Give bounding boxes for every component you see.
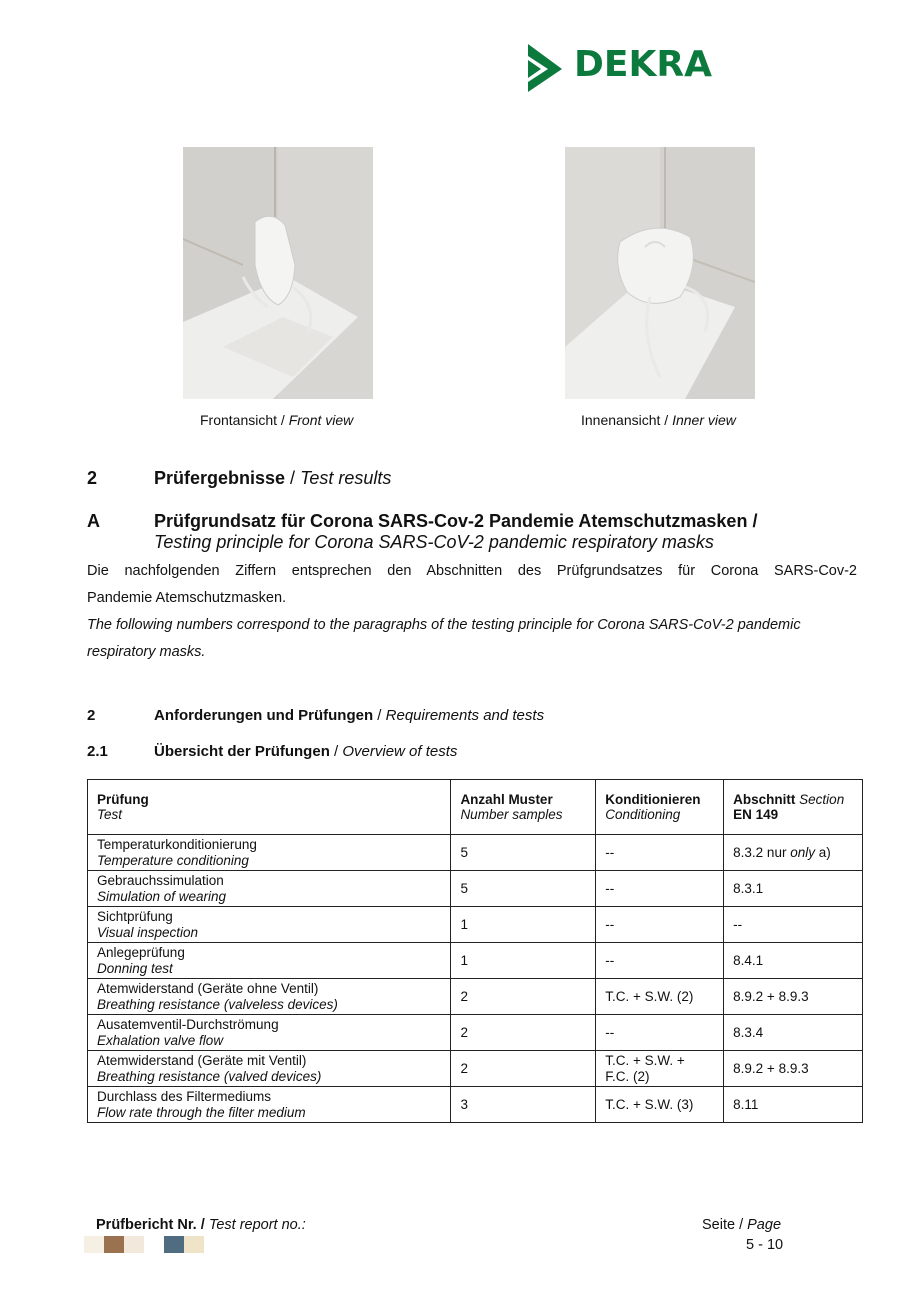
intro-paragraph-de-line1: Die nachfolgenden Ziffern entsprechen den Abschnitten des Prüfgrundsatzes für Corona SARS-Cov-2 <box>87 563 857 579</box>
header-conditioning: Konditionieren Conditioning <box>596 780 724 835</box>
intro-paragraph-de-line2: Pandemie Atemschutzmasken. <box>87 590 287 606</box>
table-row: Anlegeprüfung Donning test 1 -- 8.4.1 <box>88 943 863 979</box>
dekra-wordmark: DEKRA <box>574 44 712 85</box>
report-number-label: Prüfbericht Nr. / Test report no.: <box>96 1217 306 1233</box>
subsection-2-title: Anforderungen und Prüfungen / Requirements and tests <box>154 707 545 724</box>
table-header-row <box>88 780 863 835</box>
section-a-number: A <box>87 511 100 531</box>
table-row: Atemwiderstand (Geräte mit Ventil) Breathing resistance (valved devices) 2 T.C. + S.W. + F.C. (2) 8.9.2 + 8.9.3 <box>88 1051 863 1087</box>
page-label: Seite / Page <box>702 1217 782 1233</box>
swatch <box>164 1236 184 1253</box>
subsection-2-number: 2 <box>87 707 96 724</box>
header-samples: Anzahl Muster Number samples <box>451 780 596 835</box>
section-a-title-en: Testing principle for Corona SARS-CoV-2 pandemic respiratory masks <box>154 532 714 552</box>
inner-view-photo <box>565 147 755 399</box>
intro-paragraph-en-line1: The following numbers correspond to the paragraphs of the testing principle for Corona SARS-CoV-2 pandemic <box>87 617 801 633</box>
table-row: Sichtprüfung Visual inspection 1 -- -- <box>88 907 863 943</box>
subsection-2-1-title: Übersicht der Prüfungen / Overview of tests <box>154 743 458 760</box>
section-title: Prüfergebnisse / Test results <box>154 468 392 488</box>
header-test: Prüfung Test <box>88 780 451 835</box>
swatch <box>124 1236 144 1253</box>
table-row: Ausatemventil-Durchströmung Exhalation valve flow 2 -- 8.3.4 <box>88 1015 863 1051</box>
table-row: Atemwiderstand (Geräte ohne Ventil) Breathing resistance (valveless devices) 2 T.C. + S.W. (2) 8.9.2 + 8.9.3 <box>88 979 863 1015</box>
intro-paragraph-en-line2: respiratory masks. <box>87 644 206 660</box>
inner-view-caption: Innenansicht / Inner view <box>581 412 736 428</box>
swatch <box>84 1236 104 1253</box>
page-number: 5 - 10 <box>746 1237 784 1253</box>
section-a-title-de: Prüfgrundsatz für Corona SARS-Cov-2 Pandemie Atemschutzmasken / <box>154 511 758 531</box>
table-row: Durchlass des Filtermediums Flow rate through the filter medium 3 T.C. + S.W. (3) 8.11 <box>88 1087 863 1123</box>
front-view-photo <box>183 147 373 399</box>
header-section: Abschnitt Section EN 149 <box>724 780 863 835</box>
swatch <box>144 1236 164 1253</box>
section-number: 2 <box>87 468 98 488</box>
front-view-caption: Frontansicht / Front view <box>200 412 354 428</box>
swatch <box>184 1236 204 1253</box>
dekra-logo <box>522 42 712 94</box>
table-row: Temperaturkonditionierung Temperature conditioning 5 -- 8.3.2 nur only a) <box>88 835 863 871</box>
swatch <box>104 1236 124 1253</box>
dekra-mark-icon <box>522 42 568 94</box>
tests-overview-table <box>87 779 863 1123</box>
subsection-2-1-number: 2.1 <box>87 743 108 760</box>
table-row: Gebrauchssimulation Simulation of wearing 5 -- 8.3.1 <box>88 871 863 907</box>
